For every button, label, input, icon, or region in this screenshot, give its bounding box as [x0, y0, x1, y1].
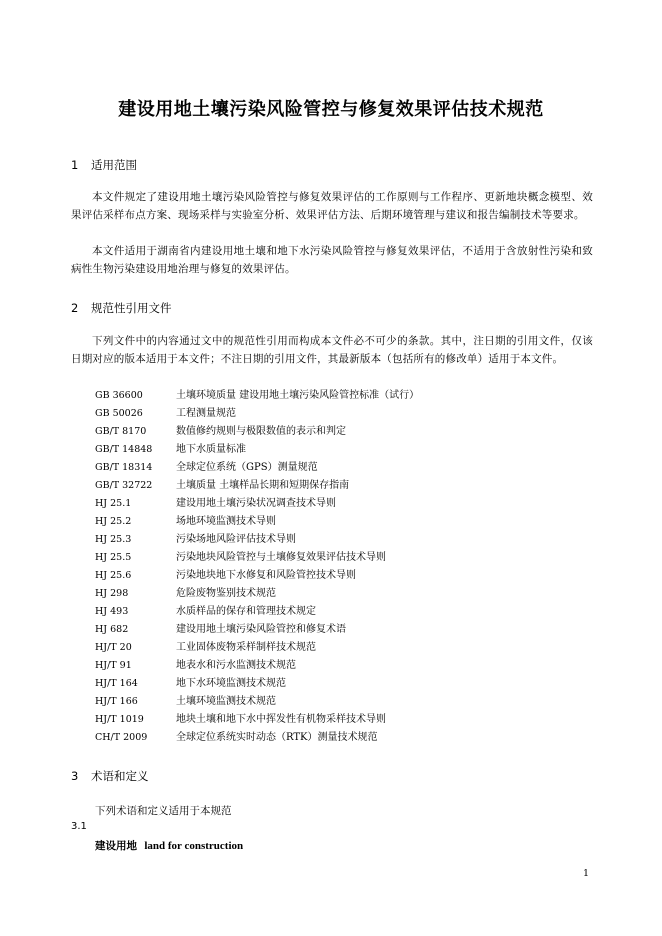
- reference-title: 土壤质量 土壤样品长期和短期保存指南: [176, 480, 350, 491]
- reference-title: 土壤环境质量 建设用地土壤污染风险管控标准（试行）: [176, 390, 420, 401]
- reference-title: 工业固体废物采样制样技术规范: [176, 642, 316, 653]
- section-1-paragraph-2: 本文件适用于湖南省内建设用地土壤和地下水污染风险管控与修复效果评估，不适用于含放射性污染和致病性生物污染建设用地治理与修复的效果评估。: [71, 245, 593, 275]
- term-chinese: 建设用地: [95, 840, 137, 852]
- reference-item: [95, 531, 419, 549]
- reference-code: HJ 25.3: [95, 534, 132, 545]
- reference-code: HJ/T 20: [95, 642, 132, 653]
- section-title: 术语和定义: [91, 769, 149, 783]
- reference-code: GB 36600: [95, 390, 143, 401]
- reference-title: 地下水质量标准: [176, 444, 246, 455]
- reference-code: CH/T 2009: [95, 732, 148, 743]
- reference-item: [95, 567, 419, 585]
- reference-item: [95, 423, 419, 441]
- reference-code: HJ 25.6: [95, 570, 132, 581]
- reference-code: HJ/T 1019: [95, 714, 144, 725]
- reference-title: 地下水环境监测技术规范: [176, 678, 286, 689]
- reference-title: 土壤环境监测技术规范: [176, 696, 276, 707]
- reference-title: 数值修约规则与极限数值的表示和判定: [176, 426, 346, 437]
- reference-item: [95, 585, 419, 603]
- reference-code: HJ 298: [95, 588, 129, 599]
- reference-code: GB/T 14848: [95, 444, 153, 455]
- normative-references-list: [95, 387, 419, 747]
- reference-item: [95, 459, 419, 477]
- reference-title: 污染场地风险评估技术导则: [176, 534, 296, 545]
- reference-item: [95, 441, 419, 459]
- section-2-paragraph-1: 下列文件中的内容通过文中的规范性引用而构成本文件必不可少的条款。其中，注日期的引用文件，仅该日期对应的版本适用于本文件；不注日期的引用文件，其最新版本（包括所有的修改单）适用于本文件。: [71, 335, 593, 365]
- reference-code: GB/T 32722: [95, 480, 153, 491]
- section-number: 2: [71, 301, 79, 315]
- reference-item: [95, 477, 419, 495]
- section-3-heading: [71, 768, 149, 784]
- reference-code: HJ/T 166: [95, 696, 138, 707]
- reference-item: [95, 657, 419, 675]
- section-1-heading: [71, 157, 137, 173]
- section-title: 适用范围: [91, 158, 137, 172]
- reference-title: 场地环境监测技术导则: [176, 516, 276, 527]
- reference-title: 工程测量规范: [176, 408, 236, 419]
- reference-code: HJ 25.5: [95, 552, 132, 563]
- reference-title: 地表水和污水监测技术规范: [176, 660, 296, 671]
- reference-title: 水质样品的保存和管理技术规定: [176, 606, 316, 617]
- document-title: 建设用地土壤污染风险管控与修复效果评估技术规范: [118, 99, 544, 120]
- reference-code: HJ 493: [95, 606, 129, 617]
- reference-title: 地块土壤和地下水中挥发性有机物采样技术导则: [176, 714, 386, 725]
- reference-title: 危险废物鉴别技术规范: [176, 588, 276, 599]
- reference-item: [95, 495, 419, 513]
- reference-item: [95, 639, 419, 657]
- reference-title: 建设用地土壤污染状况调查技术导则: [176, 498, 336, 509]
- reference-title: 全球定位系统（GPS）测量规范: [176, 462, 318, 473]
- page-number: 1: [583, 868, 590, 879]
- reference-title: 污染地块地下水修复和风险管控技术导则: [176, 570, 356, 581]
- reference-item: [95, 693, 419, 711]
- section-2-heading: [71, 300, 172, 316]
- reference-item: [95, 405, 419, 423]
- reference-title: 全球定位系统实时动态（RTK）测量技术规范: [176, 732, 378, 743]
- section-3-intro: 下列术语和定义适用于本规范: [95, 805, 232, 817]
- reference-code: HJ 682: [95, 624, 129, 635]
- reference-code: GB/T 8170: [95, 426, 147, 437]
- reference-code: GB 50026: [95, 408, 143, 419]
- term-definition-heading: [95, 838, 243, 853]
- reference-item: [95, 675, 419, 693]
- reference-title: 污染地块风险管控与土壤修复效果评估技术导则: [176, 552, 386, 563]
- reference-code: HJ 25.1: [95, 498, 132, 509]
- term-english: land for construction: [144, 840, 244, 852]
- section-number: 1: [71, 158, 79, 172]
- reference-code: HJ/T 164: [95, 678, 138, 689]
- section-title: 规范性引用文件: [91, 301, 172, 315]
- reference-item: [95, 711, 419, 729]
- reference-item: [95, 549, 419, 567]
- reference-code: GB/T 18314: [95, 462, 153, 473]
- reference-code: HJ/T 91: [95, 660, 132, 671]
- section-1-paragraph-1: 本文件规定了建设用地土壤污染风险管控与修复效果评估的工作原则与工作程序、更新地块概念模型、效果评估采样布点方案、现场采样与实验室分析、效果评估方法、后期环境管理与建议和报告编制技术等要求。: [71, 191, 593, 221]
- section-number: 3: [71, 769, 79, 783]
- reference-item: [95, 387, 419, 405]
- reference-item: [95, 513, 419, 531]
- reference-item: [95, 729, 419, 747]
- reference-code: HJ 25.2: [95, 516, 132, 527]
- reference-title: 建设用地土壤污染风险管控和修复术语: [176, 624, 346, 635]
- reference-item: [95, 621, 419, 639]
- reference-item: [95, 603, 419, 621]
- subsection-number: 3.1: [71, 821, 87, 832]
